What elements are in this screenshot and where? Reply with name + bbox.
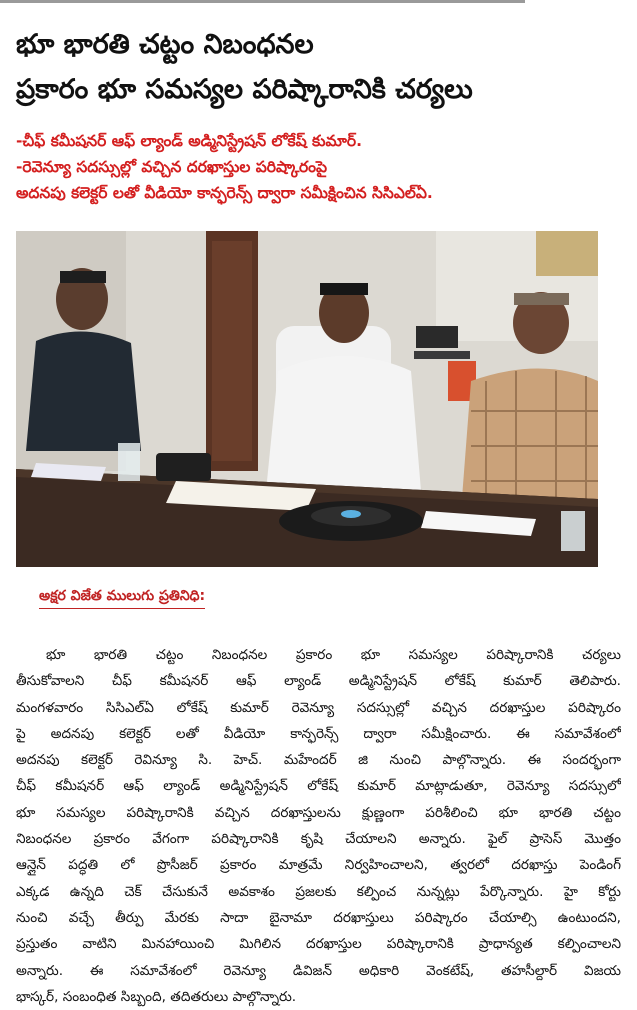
subheadline-2: -రెవెన్యూ సదస్సుల్లో వచ్చిన దరఖాస్తుల పరిష్కారంపై (16, 158, 328, 176)
body-line: నిబంధనల ప్రకారం వేగంగా పరిష్కారానికి కృషి చేయాలని అన్నారు. ఫైల్ ప్రాసెస్ మొత్తం (16, 831, 621, 848)
body-line: భాస్కర్, సంబంధిత సిబ్బంది, తదితరులు పాల్గొన్నారు. (16, 988, 297, 1005)
body-line: మంగళవారం సిసిఎల్ఏ లోకేష్ కుమార్ రెవెన్యూ సదస్సుల్లో వచ్చిన దరఖాస్తుల పరిష్కారం (16, 699, 621, 716)
body-line: భూ సమస్యల పరిష్కారానికి వచ్చిన దరఖాస్తులను క్షుణ్ణంగా పరిశీలించి భూ భారతి చట్టం (16, 804, 621, 821)
meeting-photo-illustration (16, 231, 598, 567)
top-divider (0, 0, 525, 3)
body-line: ప్రస్తుతం వాటిని మినహాయించి మిగిలిన దరఖాస్తుల పరిష్కారానికి ప్రాధాన్యత కల్పించాలని (16, 936, 621, 953)
body-line: ఎక్కడ ఉన్నది చెక్ చేసుకునే అవకాశం ప్రజలకు కల్పించ నున్నట్లు పేర్కొన్నారు. హై కోర్టు (16, 883, 621, 900)
headline (16, 22, 621, 112)
meeting-photo (16, 231, 598, 567)
subheadlines (16, 128, 621, 206)
body-line: భూ భారతి చట్టం నిబంధనల ప్రకారం భూ సమస్యల పరిష్కారానికి చర్యలు (46, 647, 621, 663)
headline-line-1: భూ భారతి చట్టం నిబంధనల (16, 29, 314, 60)
body-line: అన్నారు. ఈ సమావేశంలో రెవెన్యూ డివిజన్ అధికారి వెంకటేష్, తహసీల్దార్ విజయ (16, 962, 621, 979)
body-line: ఆన్లైన్ పద్ధతి లో ప్రొసీజర్ ప్రకారం మాత్రమే నిర్వహించాలని, త్వరలో దరఖాస్తు పెండింగ్ (16, 857, 621, 874)
body-line: తీసుకోవాలని చీఫ్ కమీషనర్ ఆఫ్ ల్యాండ్ అడ్మినిస్ట్రేషన్ లోకేష్ కుమార్ తెలిపారు. (16, 673, 621, 690)
headline-line-2: ప్రకారం భూ సమస్యల పరిష్కారానికి చర్యలు (16, 74, 473, 105)
article-body (16, 642, 621, 1010)
body-line: నుంచి వచ్చే తీర్పు మేరకు సాదా బైనామా దరఖాస్తులు పరిష్కారం చేయాల్సి ఉంటుందని, (16, 909, 621, 926)
byline: అక్షర విజేత ములుగు ప్రతినిధి: (39, 588, 205, 609)
body-line: చీఫ్ కమీషనర్ ఆఫ్ ల్యాండ్ అడ్మినిస్ట్రేషన్ లోకేష్ కుమార్ మాట్లాడుతూ, రెవెన్యూ సదస్సులో (16, 778, 621, 795)
body-line: అదనపు కలెక్టర్ రెవిన్యూ సి. హెచ్. మహేందర్ జి నుంచి పాల్గొన్నారు. ఈ సందర్భంగా (16, 752, 621, 769)
subheadline-1: -చీఫ్ కమీషనర్ ఆఫ్ ల్యాండ్ అడ్మినిస్ట్రేషన్ లోకేష్ కుమార్. (16, 132, 362, 150)
body-line: పై అదనపు కలెక్టర్ లతో వీడియో కాన్ఫరెన్స్ ద్వారా సమీక్షించారు. ఈ సమావేశంలో (16, 725, 621, 742)
subheadline-3: అదనపు కలెక్టర్ లతో వీడియో కాన్ఫరెన్స్ ద్వారా సమీక్షించిన సిసిఎల్ఏ. (16, 184, 433, 202)
